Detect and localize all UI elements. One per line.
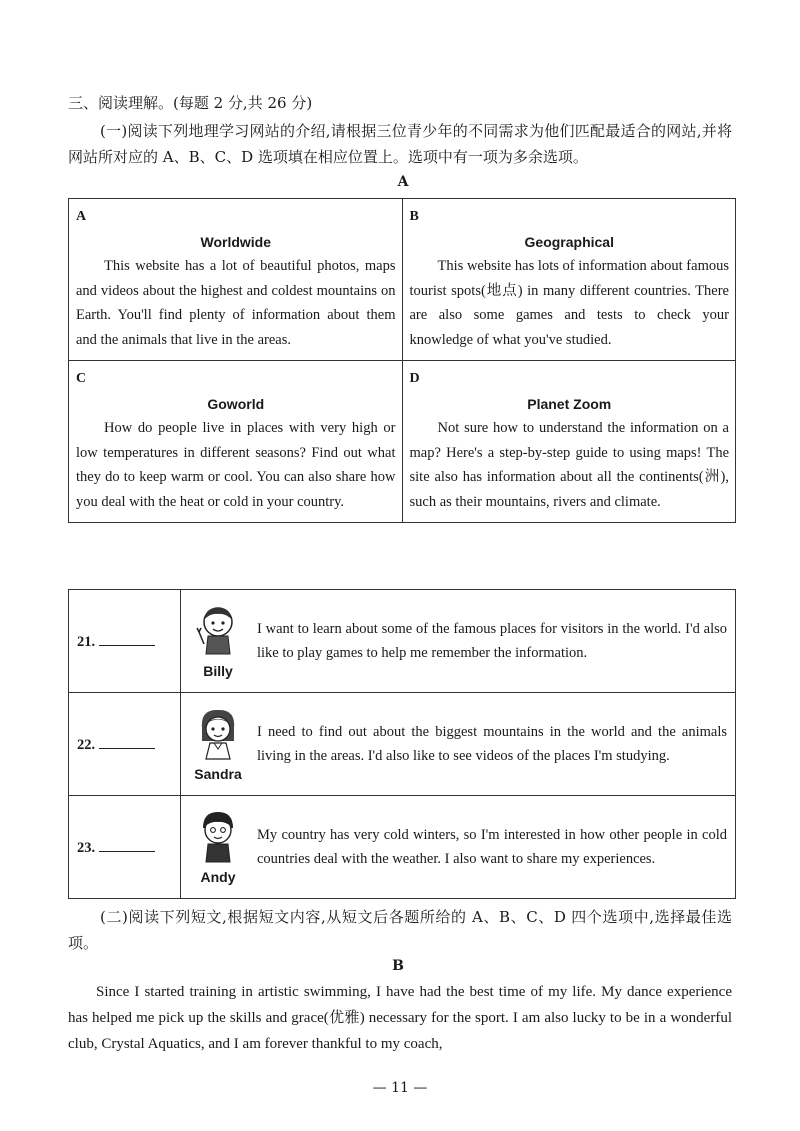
passage-b-text: Since I started training in artistic swimming, I have had the best time of my life. My dance experience has helped me pick up the skills and grace(优雅) necessary for the sport. I am also lucky to be in a wonderful club, Crystal Aquatics, and I am forever thankful to my coach, — [68, 984, 732, 1052]
question-number: 23. — [77, 840, 96, 856]
question-number: 21. — [77, 634, 96, 650]
person-name: Sandra — [194, 765, 242, 782]
part1-instruction: (一)阅读下列地理学习网站的介绍,请根据三位青少年的不同需求为他们匹配最适合的网站,并将网站所对应的 A、B、C、D 选项填在相应位置上。选项中有一项为多余选项。 — [68, 122, 732, 166]
need-row-billy — [69, 590, 736, 693]
website-letter: A — [76, 209, 87, 224]
section-heading: 三、阅读理解。(每题 2 分,共 26 分) — [68, 94, 313, 112]
website-description: How do people live in places with very high or low temperatures in different seasons? Find out what they do to keep warm or cool. You can also share how you deal with the heat or cold in your country. — [76, 420, 396, 510]
website-cell-b — [402, 199, 736, 361]
boy-waving-icon — [196, 604, 240, 658]
website-name: Planet Zoom — [527, 395, 612, 412]
website-description: This website has a lot of beautiful photos, maps and videos about the highest and coldest mountains on Earth. You'll find plenty of information about them and the animals that live in the areas. — [76, 258, 396, 348]
need-row-sandra — [69, 693, 736, 796]
passage-a-label: A — [397, 174, 409, 190]
part2-instruction: (二)阅读下列短文,根据短文内容,从短文后各题所给的 A、B、C、D 四个选项中,选择最佳选项。 — [68, 908, 732, 952]
need-text: I need to find out about the biggest mountains in the world and the animals living in the areas. I'd also like to see videos of the places I'm studying. — [255, 693, 736, 796]
page-number: — 11 — — [372, 1080, 428, 1096]
boy-icon — [196, 810, 240, 864]
girl-icon — [196, 707, 240, 761]
website-name: Worldwide — [200, 233, 272, 250]
website-description: Not sure how to understand the information on a map? Here's a step-by-step guide to using maps! The site also has information about all the continents(洲), such as their mountains, rivers and climate. — [409, 420, 729, 510]
website-name: Geographical — [524, 233, 614, 250]
answer-blank[interactable] — [99, 837, 155, 852]
person-name: Andy — [200, 868, 236, 885]
question-number: 22. — [77, 737, 96, 753]
need-text: My country has very cold winters, so I'm interested in how other people in cold countries deal with the weather. I also want to share my experiences. — [255, 796, 736, 899]
website-description: This website has lots of information about famous tourist spots(地点) in many different countries. There are also some games and tests to check your knowledge of what you've studied. — [409, 258, 729, 348]
need-text: I want to learn about some of the famous places for visitors in the world. I'd also like to play games to help me remember the information. — [255, 590, 736, 693]
website-cell-a — [69, 199, 403, 361]
website-cell-c — [69, 361, 403, 523]
person-cell — [181, 590, 256, 693]
website-cell-d — [402, 361, 736, 523]
answer-slot — [69, 693, 181, 796]
answer-slot — [69, 590, 181, 693]
website-letter: B — [409, 209, 419, 224]
answer-slot — [69, 796, 181, 899]
website-letter: D — [409, 371, 420, 386]
website-name: Goworld — [207, 395, 265, 412]
need-row-andy — [69, 796, 736, 899]
person-name: Billy — [203, 662, 233, 679]
needs-table — [68, 589, 736, 899]
answer-blank[interactable] — [99, 631, 155, 646]
website-letter: C — [76, 371, 87, 386]
person-cell — [181, 796, 256, 899]
passage-b-label: B — [392, 958, 404, 974]
websites-table — [68, 198, 736, 523]
answer-blank[interactable] — [99, 734, 155, 749]
person-cell — [181, 693, 256, 796]
